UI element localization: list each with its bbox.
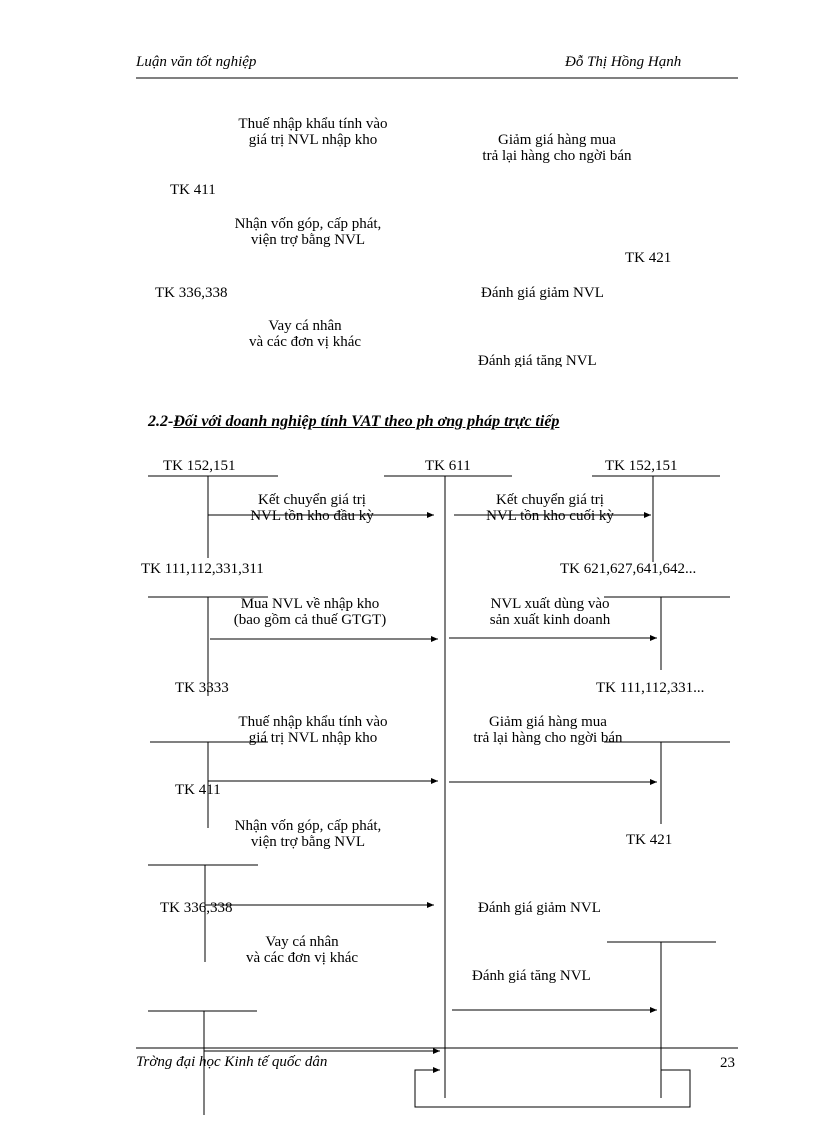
label-tk421: TK 421 [626, 832, 673, 848]
header-left: Luận văn tốt nghiệp [136, 54, 257, 70]
top-tk411: TK 411 [170, 182, 216, 198]
top-revalue-up: Đánh giá tăng NVL [478, 353, 597, 367]
label-tk3333: TK 3333 [175, 680, 229, 696]
label-transfer-begin: Kết chuyển giá trị NVL tồn kho đầu kỳ [250, 492, 374, 524]
label-transfer-end: Kết chuyển giá trị NVL tồn kho cuối kỳ [486, 492, 614, 524]
section-title: 2.2-Đối với doanh nghiệp tính VAT theo ph ơng pháp trực tiếp [148, 413, 560, 430]
label-purchase-discount: Giảm giá hàng mua trả lại hàng cho ngời bán [473, 714, 623, 746]
label-tk152-right: TK 152,151 [605, 458, 678, 474]
top-capital: Nhận vốn góp, cấp phát, viện trợ bằng NVL [234, 216, 382, 248]
label-capital: Nhận vốn góp, cấp phát, viện trợ bằng NVL [234, 818, 382, 850]
footer-left: Trờng đại học Kinh tế quốc dân [136, 1054, 328, 1070]
header-right: Đỗ Thị Hồng Hạnh [565, 54, 682, 70]
top-tk336: TK 336,338 [155, 285, 228, 301]
label-tk336: TK 336,338 [160, 900, 233, 916]
top-purchase-discount: Giảm giá hàng mua trả lại hàng cho ngời bán [482, 132, 632, 164]
label-revalue-up: Đánh giá tăng NVL [472, 968, 591, 984]
label-import-tax: Thuế nhập khẩu tính vào giá trị NVL nhập kho [238, 714, 388, 746]
label-tk611: TK 611 [425, 458, 471, 474]
page-number: 23 [720, 1055, 735, 1071]
label-use: NVL xuất dùng vào sản xuất kinh doanh [489, 596, 611, 628]
label-tk111b: TK 111,112,331... [596, 680, 705, 696]
label-tk152-left: TK 152,151 [163, 458, 236, 474]
top-import-tax: Thuế nhập khẩu tính vào giá trị NVL nhập kho [238, 116, 388, 148]
label-loan: Vay cá nhân và các đơn vị khác [245, 934, 359, 966]
top-tk421: TK 421 [625, 250, 672, 266]
label-tk621: TK 621,627,641,642... [560, 561, 697, 577]
label-buy: Mua NVL về nhập kho (bao gồm cả thuế GTGT) [233, 596, 387, 628]
label-tk411: TK 411 [175, 782, 221, 798]
label-revalue-down: Đánh giá giảm NVL [478, 900, 601, 916]
top-revalue-down: Đánh giá giảm NVL [481, 285, 604, 301]
label-tk111: TK 111,112,331,311 [141, 561, 264, 577]
top-loan: Vay cá nhân và các đơn vị khác [248, 318, 362, 350]
